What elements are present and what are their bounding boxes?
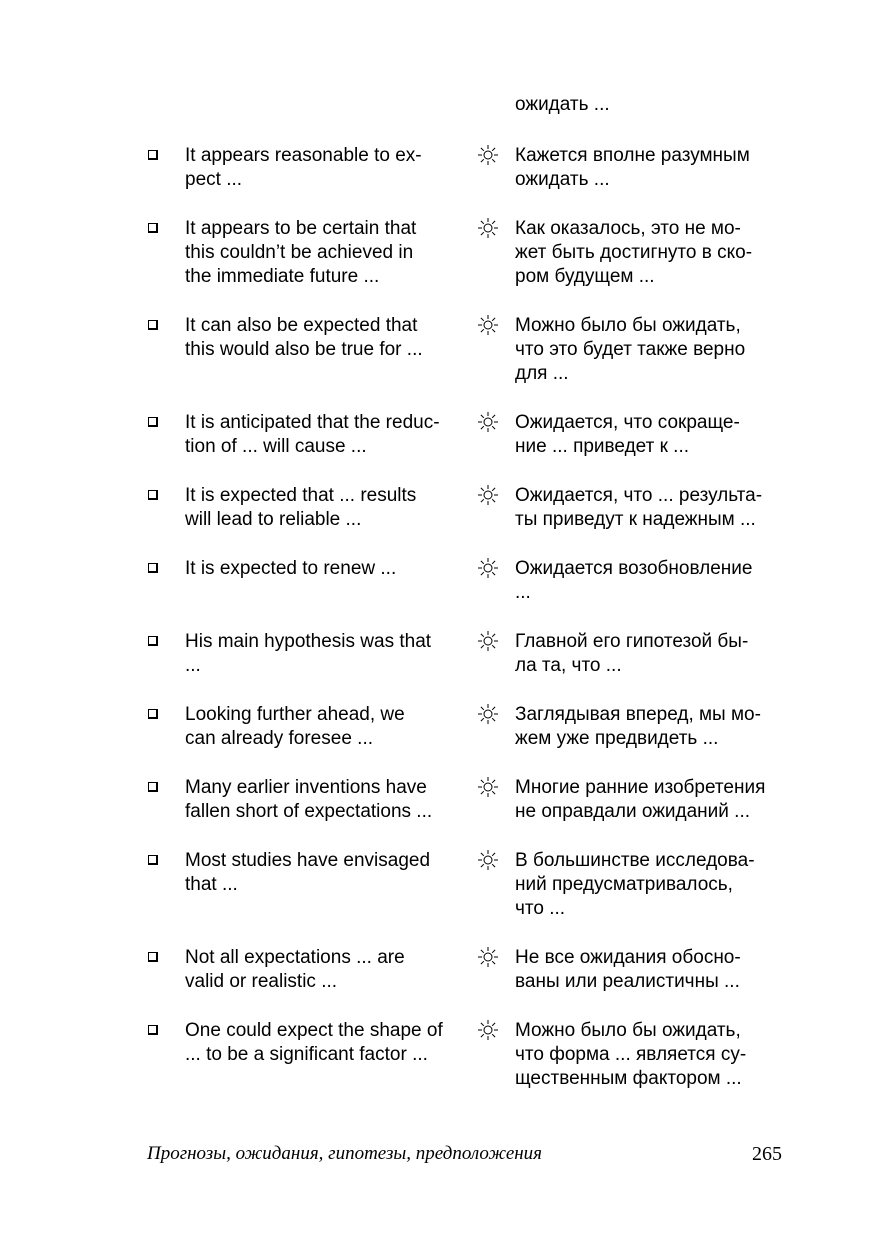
phrase-entry [0,411,872,484]
russian-translation: Ожидается возобновление ... [515,558,753,603]
russian-translation: Многие ранние изобретения не оправдали ожиданий ... [515,777,766,822]
checkbox-bullet-icon [148,952,158,962]
page-number: 265 [752,1143,782,1165]
russian-translation: Можно было бы ожидать, что форма ... является су- щественным фактором ... [515,1020,747,1089]
english-phrase: It is expected to renew ... [185,558,397,579]
sun-symbol-icon [477,849,499,871]
english-phrase: It can also be expected that this would also be true for ... [185,315,423,360]
checkbox-bullet-icon [148,320,158,330]
english-phrase: It appears reasonable to ex- pect ... [185,145,422,190]
sun-symbol-icon [477,217,499,239]
checkbox-bullet-icon [148,150,158,160]
phrase-entry [0,849,872,946]
checkbox-bullet-icon [148,563,158,573]
english-phrase: One could expect the shape of ... to be a significant factor ... [185,1020,443,1065]
russian-translation: Не все ожидания обосно- ваны или реалистичны ... [515,947,741,992]
russian-translation: Кажется вполне разумным ожидать ... [515,145,750,190]
russian-translation: Главной его гипотезой бы- ла та, что ... [515,631,749,676]
english-phrase: Not all expectations ... are valid or realistic ... [185,947,405,992]
checkbox-bullet-icon [148,223,158,233]
sun-symbol-icon [477,1019,499,1041]
checkbox-bullet-icon [148,709,158,719]
sun-symbol-icon [477,314,499,336]
checkbox-bullet-icon [148,782,158,792]
english-phrase: Most studies have envisaged that ... [185,850,431,895]
russian-translation: Заглядывая вперед, мы мо- жем уже предвидеть ... [515,704,761,749]
russian-translation: В большинстве исследова- ний предусматривалось, что ... [515,850,755,919]
english-phrase: His main hypothesis was that ... [185,631,432,676]
russian-translation: Ожидается, что сокраще- ние ... приведет к ... [515,412,740,457]
phrase-list [0,144,872,1116]
russian-translation: Можно было бы ожидать, что это будет также верно для ... [515,315,746,384]
sun-symbol-icon [477,144,499,166]
phrase-entry [0,217,872,314]
sun-symbol-icon [477,411,499,433]
russian-translation: Как оказалось, это не мо- жет быть достигнуто в ско- ром будущем ... [515,218,753,287]
sun-symbol-icon [477,557,499,579]
sun-symbol-icon [477,776,499,798]
phrase-entry [0,484,872,557]
english-phrase: It appears to be certain that this couldn’t be achieved in the immediate future ... [185,218,417,287]
checkbox-bullet-icon [148,417,158,427]
sun-symbol-icon [477,630,499,652]
english-phrase: It is expected that ... results will lead to reliable ... [185,485,417,530]
russian-translation: Ожидается, что ... результа- ты приведут к надежным ... [515,485,763,530]
english-phrase: Many earlier inventions have fallen short of expectations ... [185,777,433,822]
phrase-entry [0,144,872,217]
phrase-entry [0,946,872,1019]
checkbox-bullet-icon [148,490,158,500]
english-phrase: It is anticipated that the reduc- tion of ... will cause ... [185,412,440,457]
running-footer-title: Прогнозы, ожидания, гипотезы, предположения [147,1143,543,1164]
phrase-entry [0,776,872,849]
checkbox-bullet-icon [148,855,158,865]
phrase-entry [0,314,872,411]
checkbox-bullet-icon [148,636,158,646]
checkbox-bullet-icon [148,1025,158,1035]
sun-symbol-icon [477,946,499,968]
sun-symbol-icon [477,484,499,506]
continuation-text: ожидать ... [515,94,610,115]
phrase-entry [0,1019,872,1116]
english-phrase: Looking further ahead, we can already foresee ... [185,704,405,749]
phrase-entry [0,703,872,776]
phrase-entry [0,557,872,630]
phrase-entry [0,630,872,703]
sun-symbol-icon [477,703,499,725]
